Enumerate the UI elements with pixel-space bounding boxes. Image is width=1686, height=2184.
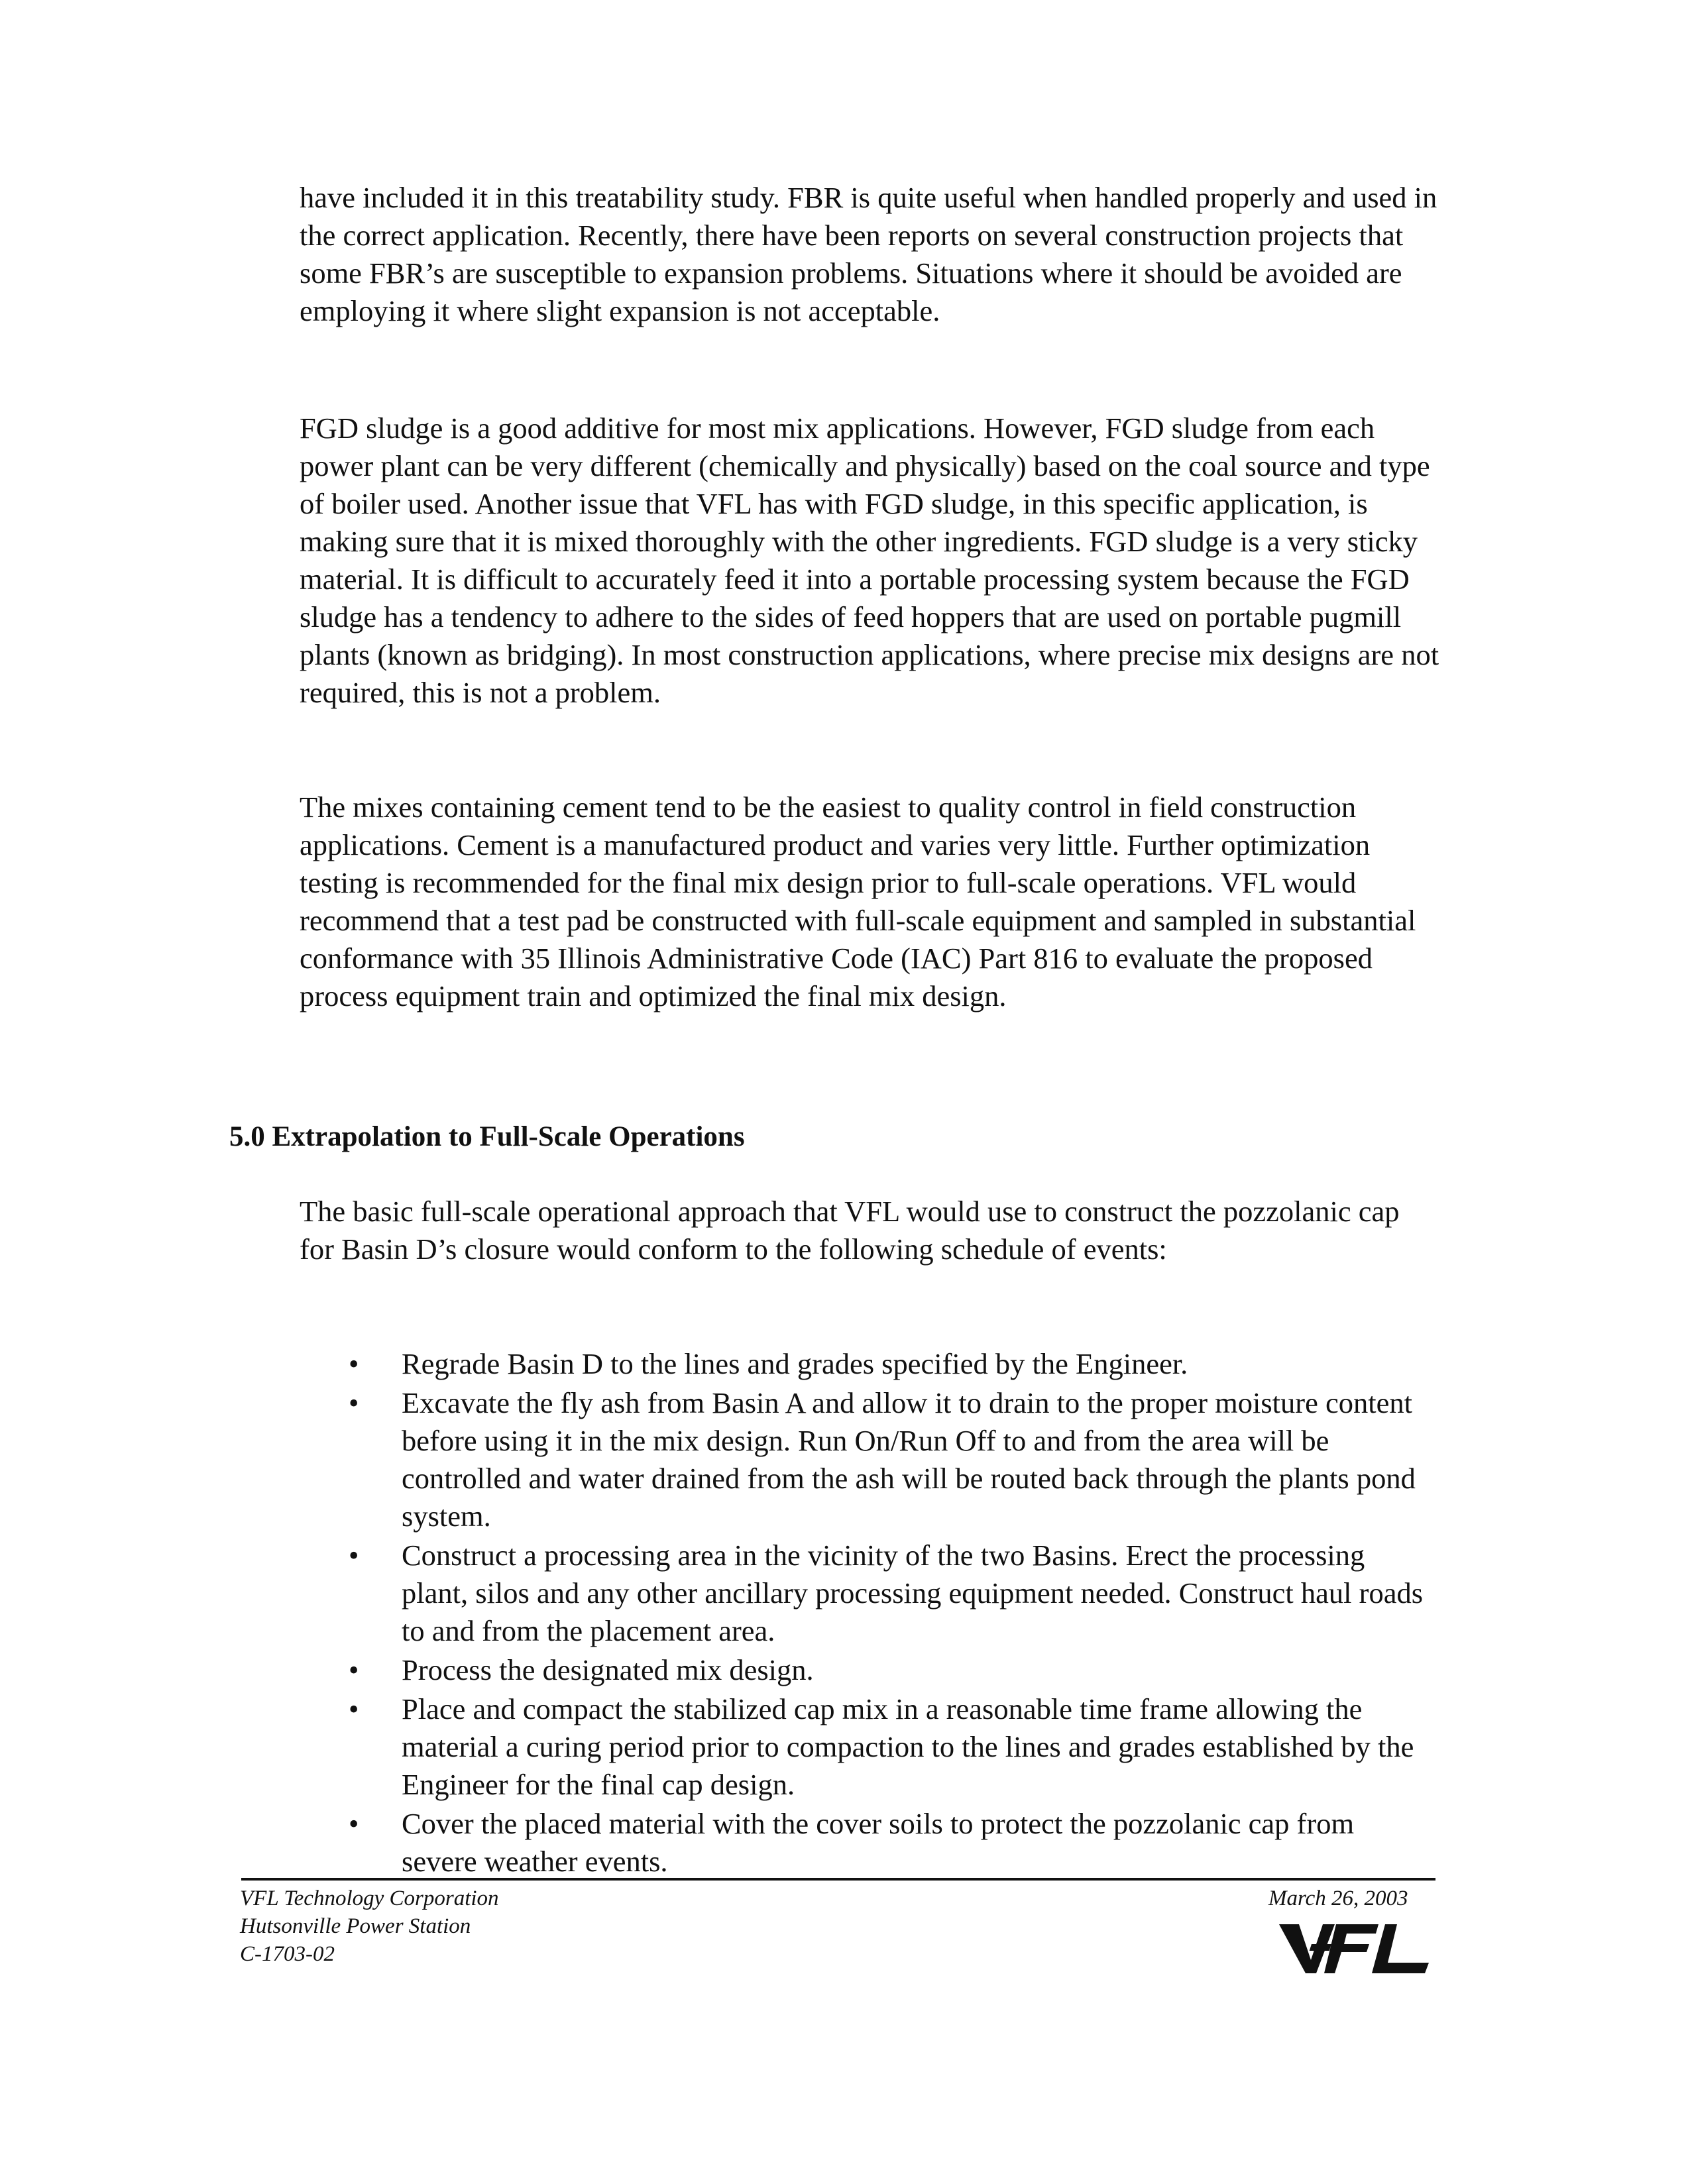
- list-item-text: Place and compact the stabilized cap mix in a reasonable time frame allowing the material a curing period prior to compaction to the lines and grades established by the Engineer for the final cap design.: [402, 1692, 1414, 1801]
- list-item: [345, 1690, 1432, 1804]
- footer-info: [240, 1884, 499, 1968]
- vfl-logo: [1279, 1922, 1432, 1975]
- list-item-text: Cover the placed material with the cover soils to protect the pozzolanic cap from severe weather events.: [402, 1807, 1355, 1878]
- bullet-icon: •: [349, 1348, 359, 1380]
- footer-divider: [241, 1878, 1435, 1881]
- list-item-text: Excavate the fly ash from Basin A and allow it to drain to the proper moisture content before using it in the mix design. Run On/Run Off to and from the area will be controlled and water drained from the ash will be routed back through the plants pond system.: [402, 1386, 1416, 1533]
- bullet-icon: •: [349, 1387, 359, 1419]
- list-item: [345, 1651, 1432, 1689]
- footer-document-number: C-1703-02: [240, 1942, 335, 1966]
- schedule-of-events-list: [345, 1345, 1432, 1882]
- bullet-icon: •: [349, 1539, 359, 1572]
- footer-date: March 26, 2003: [1268, 1886, 1408, 1910]
- paragraph-fbr: have included it in this treatability study. FBR is quite useful when handled properly and used in the correct application. Recently, there have been reports on several construction projects that some FBR’s are susceptible to expansion problems. Situations where it should be avoided are employing it where slight expansion is not acceptable.: [300, 181, 1437, 327]
- list-item: [345, 1345, 1432, 1383]
- list-item-text: Regrade Basin D to the lines and grades specified by the Engineer.: [402, 1347, 1188, 1380]
- list-item: [345, 1805, 1432, 1881]
- list-item-text: Process the designated mix design.: [402, 1653, 814, 1686]
- paragraph-fgd-sludge: FGD sludge is a good additive for most mix applications. However, FGD sludge from each power plant can be very different (chemically and physically) based on the coal source and type of boiler used. Another issue that VFL has with FGD sludge, in this specific application, is making sure that it is mixed thoroughly with the other ingredients. FGD sludge is a very sticky material. It is difficult to accurately feed it into a portable processing system because the FGD sludge has a tendency to adhere to the sides of feed hoppers that are used on portable pugmill plants (known as bridging). In most construction applications, where precise mix designs are not required, this is not a problem.: [300, 411, 1439, 709]
- section-heading: 5.0 Extrapolation to Full-Scale Operations: [229, 1121, 745, 1152]
- footer-station: Hutsonville Power Station: [240, 1914, 471, 1938]
- list-item-text: Construct a processing area in the vicinity of the two Basins. Erect the processing plant, silos and any other ancillary processing equipment needed. Construct haul roads to and from the placement area.: [402, 1539, 1424, 1647]
- bullet-icon: •: [349, 1693, 359, 1725]
- paragraph-cement-mixes: The mixes containing cement tend to be the easiest to quality control in field construction applications. Cement is a manufactured product and varies very little. Further optimization testing is recommended for the final mix design prior to full-scale operations. VFL would recommend that a test pad be constructed with full-scale equipment and sampled in substantial conformance with 35 Illinois Administrative Code (IAC) Part 816 to evaluate the proposed process equipment train and optimized the final mix design.: [300, 791, 1416, 1012]
- list-item: [345, 1537, 1432, 1650]
- bullet-icon: •: [349, 1808, 359, 1840]
- footer-company: VFL Technology Corporation: [240, 1886, 499, 1910]
- list-item: [345, 1384, 1432, 1535]
- bullet-icon: •: [349, 1654, 359, 1686]
- paragraph-operational-approach: The basic full-scale operational approach that VFL would use to construct the pozzolanic cap for Basin D’s closure would conform to the following schedule of events:: [300, 1195, 1400, 1266]
